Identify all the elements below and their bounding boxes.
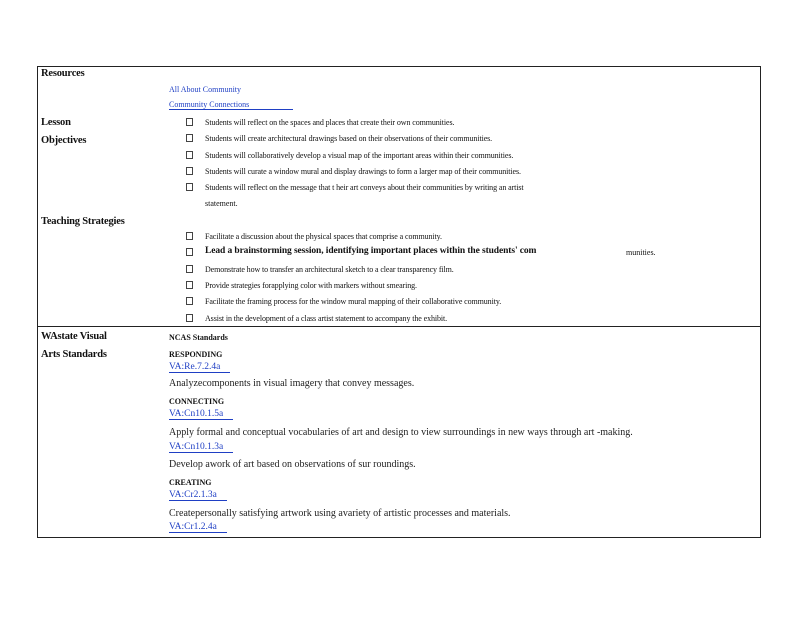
standard-text: Develop awork of art based on observations of sur roundings. bbox=[169, 459, 416, 470]
table-divider bbox=[37, 326, 761, 327]
standard-text: Createpersonally satisfying artwork using avariety of artistic processes and materials. bbox=[169, 508, 511, 519]
objective-item: Students will curate a window mural and display drawings to form a larger map of their communities. bbox=[205, 167, 521, 176]
strategies-label: Teaching Strategies bbox=[41, 216, 125, 227]
standard-text: Analyzecomponents in visual imagery that convey messages. bbox=[169, 378, 415, 389]
creating-heading: CREATING bbox=[169, 478, 212, 487]
resources-label: Resources bbox=[41, 68, 85, 79]
resource-link-all-about-community[interactable]: All About Community bbox=[169, 85, 242, 94]
strategy-item: Demonstrate how to transfer an architectural sketch to a clear transparency film. bbox=[205, 265, 454, 274]
objective-item: Students will create architectural drawings based on their observations of their communities. bbox=[205, 134, 493, 143]
checkbox-icon bbox=[186, 248, 193, 258]
standard-link-cn-10-1-3a[interactable]: VA:Cn10.1.3a bbox=[169, 442, 233, 453]
objective-item-continuation: statement. bbox=[205, 199, 238, 208]
strategy-item-tail: munities. bbox=[626, 248, 656, 257]
checkbox-icon bbox=[186, 232, 193, 242]
checkbox-icon bbox=[186, 134, 193, 144]
checkbox-icon bbox=[186, 118, 193, 128]
objectives-label-line2: Objectives bbox=[41, 135, 87, 146]
objective-item: Students will collaboratively develop a visual map of the important areas within their communities. bbox=[205, 151, 514, 160]
objective-item: Students will reflect on the spaces and places that create their own communities. bbox=[205, 118, 455, 127]
checkbox-icon bbox=[186, 297, 193, 307]
connecting-heading: CONNECTING bbox=[169, 397, 225, 406]
checkbox-icon bbox=[186, 281, 193, 291]
objectives-label-line1: Lesson bbox=[41, 117, 71, 128]
checkbox-icon bbox=[186, 167, 193, 177]
standards-label-line1: WAstate Visual bbox=[41, 331, 107, 342]
checkbox-icon bbox=[186, 265, 193, 275]
responding-heading: RESPONDING bbox=[169, 350, 223, 359]
checkbox-icon bbox=[186, 151, 193, 161]
strategy-item: Provide strategies forapplying color with markers without smearing. bbox=[205, 281, 417, 290]
strategy-item: Facilitate the framing process for the window mural mapping of their collaborative community. bbox=[205, 297, 502, 306]
standard-link-cr-1-2-4a[interactable]: VA:Cr1.2.4a bbox=[169, 522, 227, 533]
ncas-standards-heading: NCAS Standards bbox=[169, 333, 228, 342]
standard-text: Apply formal and conceptual vocabularies of art and design to view surroundings in new ways through art -making. bbox=[169, 427, 633, 438]
checkbox-icon bbox=[186, 314, 193, 324]
standard-link-cn-10-1-5a[interactable]: VA:Cn10.1.5a bbox=[169, 409, 233, 420]
checkbox-icon bbox=[186, 183, 193, 193]
objective-item: Students will reflect on the message that t heir art conveys about their communities by writing an artist bbox=[205, 183, 524, 192]
resource-link-community-connections[interactable]: Community Connections bbox=[169, 100, 293, 110]
standard-link-cr-2-1-3a[interactable]: VA:Cr2.1.3a bbox=[169, 490, 227, 501]
strategy-item: Facilitate a discussion about the physical spaces that comprise a community. bbox=[205, 232, 442, 241]
strategy-item: Assist in the development of a class artist statement to accompany the exhibit. bbox=[205, 314, 448, 323]
standards-label-line2: Arts Standards bbox=[41, 349, 107, 360]
strategy-item: Lead a brainstorming session, identifying important places within the students' com bbox=[205, 246, 537, 256]
standard-link-re-7-2-4a[interactable]: VA:Re.7.2.4a bbox=[169, 362, 230, 373]
